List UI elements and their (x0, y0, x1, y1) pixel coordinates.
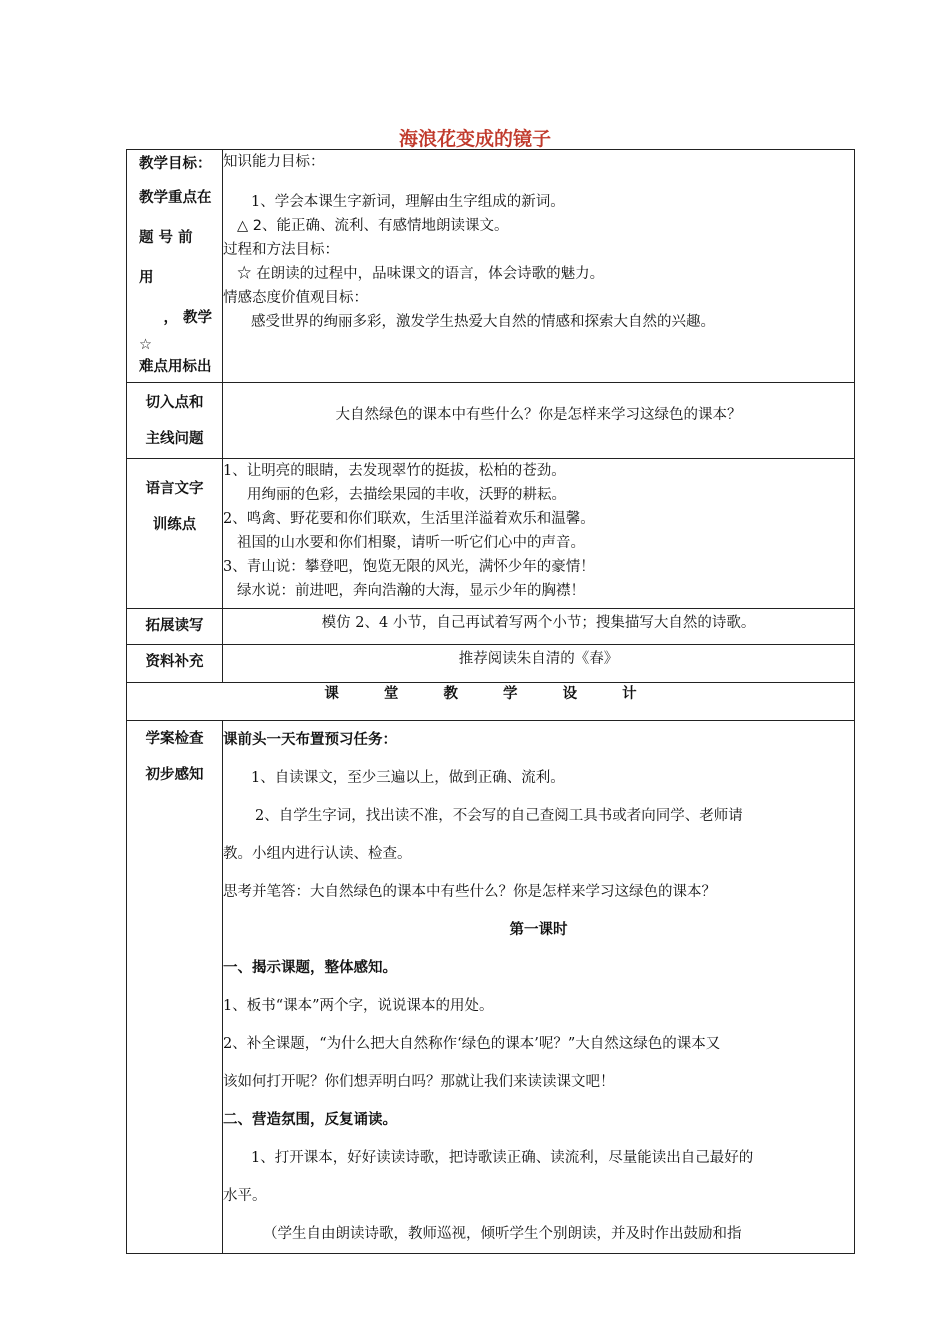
lesson-label-line: 初步感知 (145, 767, 204, 783)
language-label-cell (127, 459, 223, 609)
document-title: 海浪花变成的镜子 (398, 128, 551, 150)
language-line: 1、让明亮的眼睛，去发现翠竹的挺拔，松柏的苍劲。 (223, 463, 566, 479)
language-line: 用绚丽的色彩，去描绘果园的丰收，沃野的耕耘。 (247, 487, 566, 503)
lesson-content-cell (223, 721, 855, 1254)
language-label-line: 训练点 (152, 517, 197, 533)
lesson-line: 1、自读课文，至少三遍以上，做到正确、流利。 (251, 770, 565, 786)
language-line: 2、鸣禽、野花要和你们联欢，生活里洋溢着欢乐和温馨。 (223, 511, 595, 527)
lesson-line: 水平。 (223, 1188, 267, 1204)
objectives-line: 知识能力目标： (223, 154, 325, 170)
lesson-line: 1、板书“课本”两个字，说说课本的用处。 (223, 998, 494, 1014)
entry-row (127, 383, 855, 459)
language-content-cell (223, 459, 855, 609)
entry-label-line: 主线问题 (145, 431, 204, 447)
lesson-line: 1、打开课本，好好读读诗歌，把诗歌读正确、读流利，尽量能读出自己最好的 (251, 1150, 754, 1166)
lesson-line: 2、自学生字词，找出读不准，不会写的自己查阅工具书或者向同学、老师请 (255, 808, 743, 824)
lesson-line: 教。小组内进行认读、检查。 (223, 846, 412, 862)
resource-label-cell (127, 645, 223, 683)
language-line: 3、青山说：攀登吧，饱览无限的风光，满怀少年的豪情！ (223, 559, 595, 575)
objectives-label-line: 题 号 前 用 (139, 230, 193, 286)
lesson-heading: 课前头一天布置预习任务： (223, 732, 397, 748)
language-line: 祖国的山水要和你们相聚，请听一听它们心中的声音。 (237, 535, 585, 551)
lesson-line: 2、补全课题，“为什么把大自然称作‘绿色的课本’呢？”大自然这绿色的课本又 (223, 1036, 721, 1052)
objectives-label-line: 难点用标出 (139, 359, 212, 375)
entry-label-cell (127, 383, 223, 459)
objectives-line: ☆ 在朗读的过程中，品味课文的语言，体会诗歌的魅力。 (237, 266, 605, 282)
objectives-label-line: ☆ (139, 337, 152, 353)
section-heading: 二、营造氛围，反复诵读。 (223, 1112, 397, 1128)
objectives-label-line: 教学目标： (139, 156, 212, 172)
lesson-line: （学生自由朗读诗歌，教师巡视，倾听学生个别朗读，并及时作出鼓励和指 (263, 1226, 742, 1242)
entry-label-line: 切入点和 (145, 395, 204, 411)
lesson-line: 该如何打开呢？你们想弄明白吗？那就让我们来读读课文吧！ (223, 1074, 615, 1090)
resource-label: 资料补充 (145, 654, 204, 670)
objectives-line: △ 2、能正确、流利、有感情地朗读课文。 (237, 218, 509, 234)
lesson-row (127, 721, 855, 1254)
extend-label-cell (127, 609, 223, 645)
entry-content-cell (223, 383, 855, 459)
language-row (127, 459, 855, 609)
lesson-line: 思考并笔答：大自然绿色的课本中有些什么？你是怎样来学习这绿色的课本？ (223, 884, 716, 900)
extend-content-cell (223, 609, 855, 645)
objectives-label-line: 教学重点在 (139, 190, 212, 206)
objectives-label-cell (127, 150, 223, 383)
resource-row (127, 645, 855, 683)
lesson-plan-table (126, 149, 855, 1254)
lesson-label-cell (127, 721, 223, 1254)
period-heading: 第一课时 (509, 922, 568, 938)
language-line: 绿水说：前进吧，奔向浩瀚的大海，显示少年的胸襟！ (237, 583, 585, 599)
objectives-line: 情感态度价值观目标： (223, 290, 368, 306)
objectives-row (127, 150, 855, 383)
extend-label: 拓展读写 (145, 618, 204, 634)
extend-row (127, 609, 855, 645)
section-heading: 一、揭示课题，整体感知。 (223, 960, 397, 976)
resource-content-cell (223, 645, 855, 683)
objectives-content-cell (223, 150, 855, 383)
lesson-label-line: 学案检查 (145, 731, 204, 747)
objectives-line: 过程和方法目标： (223, 242, 339, 258)
language-label-line: 语言文字 (145, 481, 204, 497)
objectives-line: 1、学会本课生字新词，理解由生字组成的新词。 (251, 194, 565, 210)
extend-text: 模仿 2、4 小节，自己再试着写两个小节；搜集描写大自然的诗歌。 (321, 615, 756, 631)
design-header-row (127, 683, 855, 721)
design-header: 课 堂 教 学 设 计 (127, 683, 855, 721)
objectives-line: 感受世界的绚丽多彩，激发学生热爱大自然的情感和探索大自然的兴趣。 (251, 314, 715, 330)
objectives-label-line: ， 教学 (163, 310, 212, 326)
entry-text: 大自然绿色的课本中有些什么？你是怎样来学习这绿色的课本？ (335, 407, 742, 423)
resource-text: 推荐阅读朱自清的《春》 (458, 651, 619, 667)
